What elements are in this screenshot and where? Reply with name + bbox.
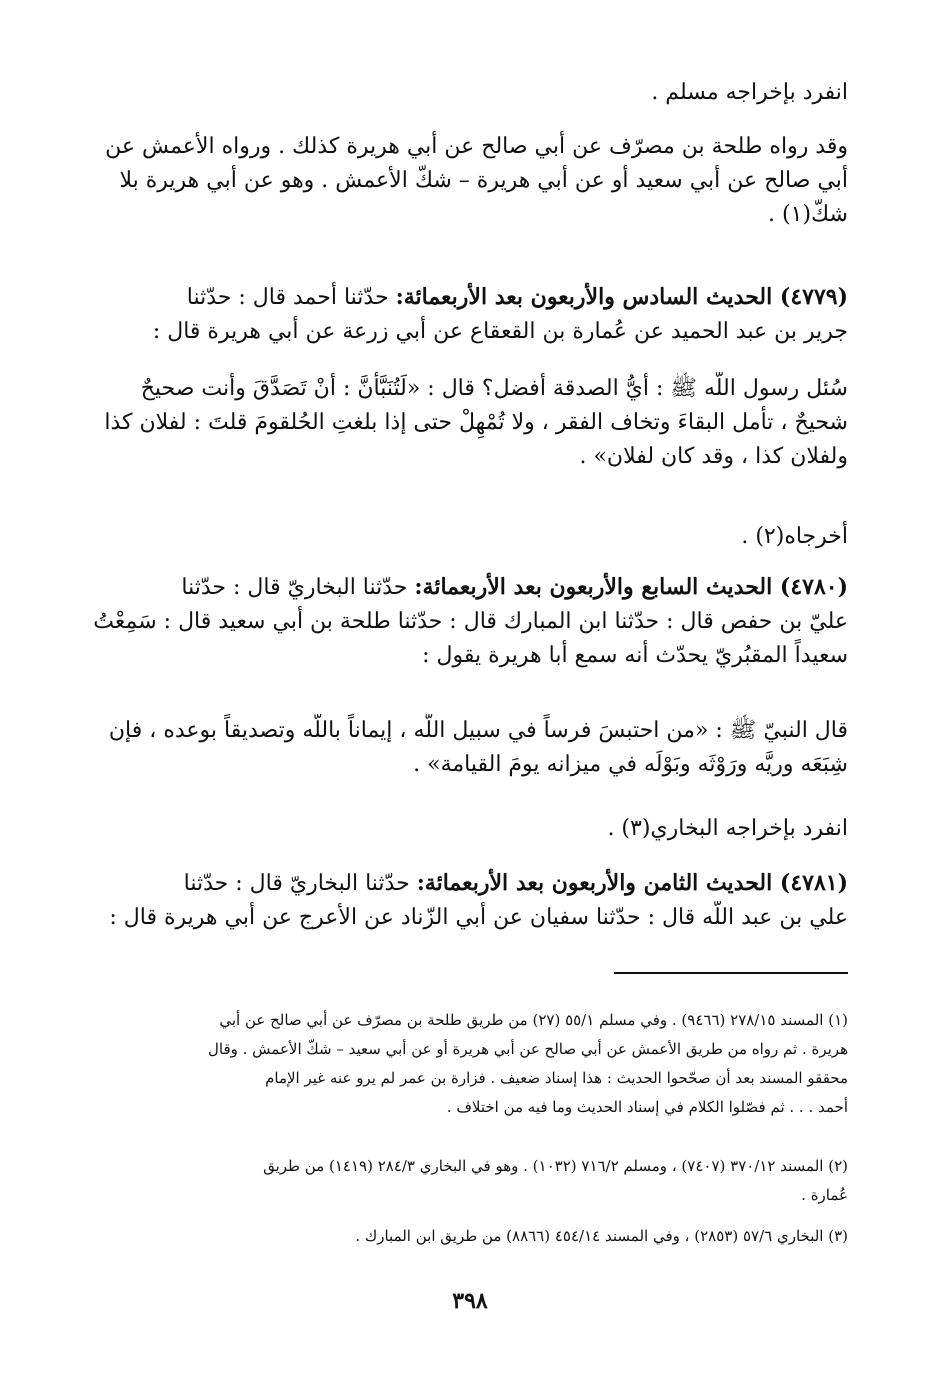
hadith-heading: (٤٧٨٠) الحديث السابع والأربعون بعد الأربعمائة: (414, 574, 848, 600)
footnote-line: هريرة . ثم رواه من طريق الأعمش عن أبي صالح عن أبي هريرة أو عن أبي سعيد – شكّ الأعمش . وقال (207, 1040, 848, 1058)
footnote-2 (84, 1152, 848, 1210)
hadith-chain: حدّثنا البخاريّ قال : حدّثنا (183, 871, 417, 896)
text-line: سعيداً المقبُريّ يحدّث أنه سمع أبا هريرة يقول : (422, 643, 848, 668)
text-line: جرير بن عبد الحميد عن عُمارة بن القعقاع عن أبي زرعة عن أبي هريرة قال : (152, 319, 848, 344)
text-line: شكّ(١) . (768, 202, 848, 227)
hadith-heading: (٤٧٧٩) الحديث السادس والأربعون بعد الأربعمائة: (395, 284, 848, 310)
text-line: سُئل رسول اللّه ﷺ : أيُّ الصدقة أفضل؟ قال : «لَتُنَبَّأنَّ : أنْ تَصَدَّقَ وأنت صحيحٌ (140, 376, 848, 401)
footnote-3 (84, 1222, 848, 1251)
footnote-line: (١) المسند ٢٧٨/١٥ (٩٤٦٦) . وفي مسلم ٥٥/١ (٢٧) من طريق طلحة بن مصرّف عن أبي صالح عن أبي (219, 1011, 848, 1029)
paragraph-4 (84, 520, 848, 554)
footnote-line: أحمد . . . ثم فصّلوا الكلام في إسناد الحديث وما فيه من اختلاف . (446, 1098, 848, 1116)
page-number: ٣٩٨ (452, 1288, 488, 1314)
hadith-4779 (84, 280, 848, 349)
hadith-heading-line (84, 280, 848, 315)
text-line: انفرد بإخراجه البخاري(٣) . (607, 816, 848, 841)
paragraph-6 (84, 812, 848, 846)
paragraph-5 (84, 714, 848, 782)
footnote-line: (٢) المسند ٣٧٠/١٢ (٧٤٠٧) ، ومسلم ٧١٦/٢ (١٠٣٢) . وهو في البخاري ٢٨٤/٣ (١٤١٩) من طريق (263, 1157, 848, 1175)
hadith-heading-line (84, 570, 848, 605)
footnote-1 (84, 1006, 848, 1122)
text-line: علي بن عبد اللّه قال : حدّثنا سفيان عن أبي الزّناد عن الأعرج عن أبي هريرة قال : (109, 905, 848, 930)
footnote-line: محققو المسند بعد أن صحّحوا الحديث : هذا إسناد ضعيف . فزارة بن عمر لم يرو عنه غير الإمام (265, 1069, 848, 1087)
text-line: أبي صالح عن أبي سعيد أو عن أبي هريرة – شكّ الأعمش . وهو عن أبي هريرة بلا (119, 168, 848, 193)
text-line: أخرجاه(٢) . (741, 524, 848, 549)
hadith-heading-line (84, 866, 848, 901)
text-line: شحيحٌ ، تأمل البقاءَ وتخاف الفقر ، ولا تُمْهِلْ حتى إذا بلغتِ الحُلقومَ قلتَ : لفلان كذا (104, 410, 848, 435)
hadith-heading: (٤٧٨١) الحديث الثامن والأربعون بعد الأربعمائة: (416, 870, 848, 896)
paragraph-3 (84, 372, 848, 474)
hadith-chain: حدّثنا أحمد قال : حدّثنا (186, 285, 396, 310)
text-line: ولفلان كذا ، وقد كان لفلان» . (579, 444, 848, 469)
paragraph-2 (84, 130, 848, 232)
footnote-separator (614, 972, 848, 974)
paragraph-1 (84, 76, 848, 110)
hadith-4780 (84, 570, 848, 673)
hadith-4781 (84, 866, 848, 935)
text-line: قال النبيّ ﷺ : «من احتبسَ فرساً في سبيل اللّه ، إيماناً باللّه وتصديقاً بوعده ، فإن (108, 718, 848, 743)
text-line: شِبَعَه وريَّه ورَوْثَه وبَوْلَه في ميزانه يومَ القيامة» . (413, 752, 848, 777)
text-line: انفرد بإخراجه مسلم . (651, 80, 848, 105)
footnote-line: (٣) البخاري ٥٧/٦ (٢٨٥٣) ، وفي المسند ٤٥٤/١٤ (٨٨٦٦) من طريق ابن المبارك . (355, 1227, 848, 1245)
hadith-chain: حدّثنا البخاريّ قال : حدّثنا (181, 575, 415, 600)
text-line: عليّ بن حفص قال : حدّثنا ابن المبارك قال : حدّثنا طلحة بن أبي سعيد قال : سَمِعْتُ (93, 609, 848, 634)
footnote-line: عُمارة . (801, 1186, 848, 1204)
text-line: وقد رواه طلحة بن مصرّف عن أبي صالح عن أبي هريرة كذلك . ورواه الأعمش عن (105, 134, 848, 159)
